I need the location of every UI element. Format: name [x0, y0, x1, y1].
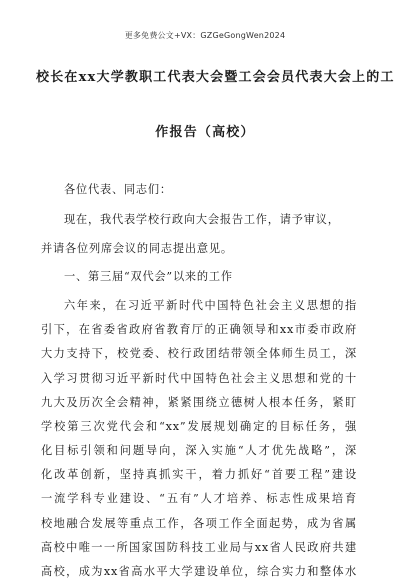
- paragraph-2-line: 学校第三次党代会和“xx”发展规划确定的目标任务，强: [41, 419, 357, 433]
- paragraph-2-line: 高校，成为xx省高水平大学建设单位，综合实力和整体水: [41, 565, 357, 578]
- salutation: 各位代表、同志们：: [64, 183, 172, 196]
- paragraph-1-line-1: 现在，我代表学校行政向大会报告工作，请予审议，: [64, 213, 340, 226]
- section-1-heading: 一、第三届“双代会”以来的工作: [64, 270, 233, 283]
- paragraph-2-line: 一流学科专业建设、“五有”人才培养、标志性成果培育: [41, 492, 357, 506]
- paragraph-2-line: 入学习贯彻习近平新时代中国特色社会主义思想和党的十: [41, 371, 357, 385]
- paragraph-2-line: 高校中唯一一所国家国防科技工业局与xx省人民政府共建: [41, 540, 357, 554]
- paragraph-2-line: 化改革创新，坚持真抓实干，着力抓好“首要工程”建设: [41, 468, 357, 482]
- paragraph-2-line: 化目标引领和问题导向，深入实施“人才优先战略”，深: [41, 444, 357, 458]
- paragraph-2-line: 九大及历次全会精神，紧紧围绕立德树人根本任务，紧盯: [41, 395, 357, 409]
- document-title-line-1: 校长在xx大学教职工代表大会暨工会会员代表大会上的工: [36, 70, 395, 85]
- header-note: 更多免费公文+VX：GZGeGongWen2024: [124, 31, 286, 40]
- paragraph-2-line: 大力支持下，校党委、校行政团结带领全体师生员工，深: [41, 347, 357, 361]
- paragraph-2-line: 校地融合发展等重点工作，各项工作全面起势，成为省属: [41, 516, 357, 530]
- document-title-line-2: 作报告（高校）: [155, 125, 255, 140]
- paragraph-2-line: 六年来，在习近平新时代中国特色社会主义思想的指: [64, 299, 357, 312]
- paragraph-1-line-2: 并请各位列席会议的同志提出意见。: [41, 242, 233, 255]
- paragraph-2-line: 引下，在省委省政府省教育厅的正确领导和xx市委市政府: [41, 323, 357, 337]
